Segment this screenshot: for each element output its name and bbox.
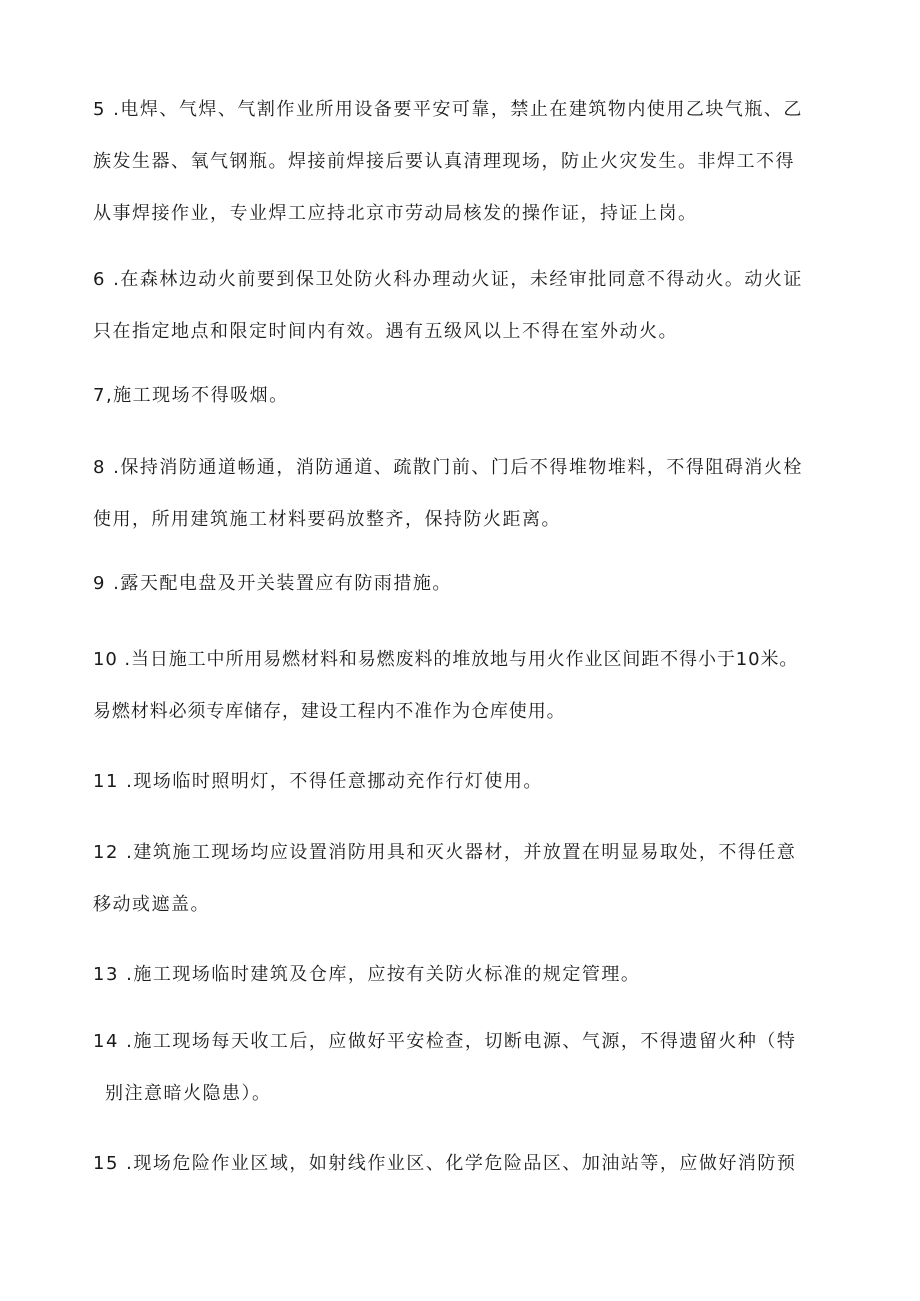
paragraph-line: 7,施工现场不得吸烟。 [93, 385, 289, 406]
paragraph-line: 13 .施工现场临时建筑及仓库，应按有关防火标准的规定管理。 [93, 964, 641, 985]
paragraph-line: 族发生器、氧气钢瓶。焊接前焊接后要认真清理现场，防止火灾发生。非焊工不得 [93, 151, 795, 172]
paragraph-line: 易燃材料必须专库储存，建设工程内不准作为仓库使用。 [93, 701, 566, 722]
paragraph-item-12 [93, 827, 828, 931]
paragraph-item-7 [93, 370, 828, 422]
paragraph-item-6 [93, 254, 828, 358]
paragraph-line: 使用，所用建筑施工材料要码放整齐，保持防火距离。 [93, 509, 561, 530]
paragraph-line: 10 .当日施工中所用易燃材料和易燃废料的堆放地与用火作业区间距不得小于10米。 [93, 649, 799, 670]
paragraph-item-5 [93, 84, 828, 240]
paragraph-line: 移动或遮盖。 [93, 894, 210, 915]
paragraph-line: 别注意暗火隐患）。 [105, 1083, 272, 1104]
paragraph-item-9 [93, 558, 828, 610]
paragraph-line: 9 .露天配电盘及开关装置应有防雨措施。 [93, 573, 452, 594]
paragraph-line: 15 .现场危险作业区域，如射线作业区、化学危险品区、加油站等，应做好消防预 [93, 1153, 797, 1174]
paragraph-line: 6 .在森林边动火前要到保卫处防火科办理动火证，未经审批同意不得动火。动火证 [93, 269, 803, 290]
paragraph-item-8 [93, 442, 828, 546]
paragraph-item-11 [93, 756, 828, 808]
paragraph-line: 5 .电焊、气焊、气割作业所用设备要平安可靠，禁止在建筑物内使用乙块气瓶、乙 [93, 99, 803, 120]
paragraph-item-15 [93, 1138, 828, 1190]
paragraph-line: 只在指定地点和限定时间内有效。遇有五级风以上不得在室外动火。 [93, 321, 678, 342]
paragraph-line: 从事焊接作业，专业焊工应持北京市劳动局核发的操作证，持证上岗。 [93, 203, 698, 224]
paragraph-line: 14 .施工现场每天收工后，应做好平安检查，切断电源、气源，不得遗留火种（特 [93, 1031, 797, 1052]
paragraph-line: 8 .保持消防通道畅通，消防通道、疏散门前、门后不得堆物堆料，不得阻碍消火栓 [93, 457, 803, 478]
paragraph-item-13 [93, 949, 828, 1001]
paragraph-item-14 [93, 1016, 828, 1120]
paragraph-line: 11 .现场临时照明灯，不得任意挪动充作行灯使用。 [93, 771, 543, 792]
paragraph-line: 12 .建筑施工现场均应设置消防用具和灭火器材，并放置在明显易取处，不得任意 [93, 842, 797, 863]
paragraph-item-10 [93, 634, 828, 738]
